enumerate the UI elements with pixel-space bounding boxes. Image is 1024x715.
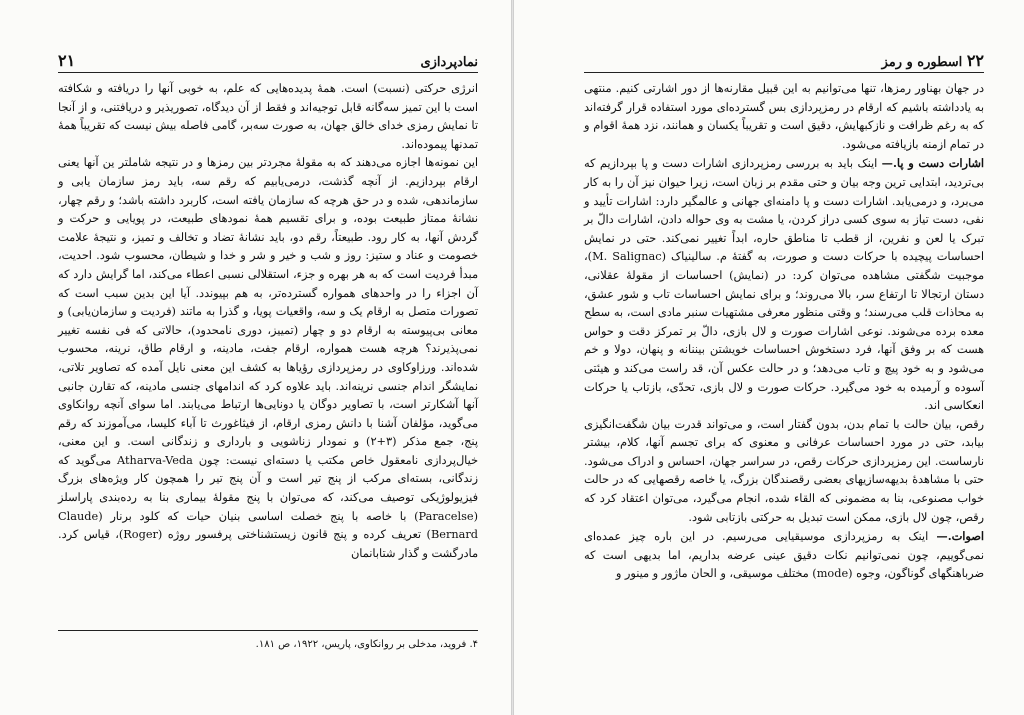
section-heading: اصوات.— [936,529,984,544]
header-rule [584,72,984,73]
footnote-rule [58,630,478,631]
paragraph [584,416,984,528]
page-number: ۲۱ [58,51,76,70]
page-number-and-head [882,51,984,70]
right-page-header [584,44,984,70]
paragraph-text: در جهان بهناور رمزها، تنها می‌توانیم به این قبیل مقارنه‌ها از دور اشارتی کنیم. منتهی به یادداشته باشیم که ارقام در رمزپردازی بس گسترده‌ای مورد استفاده قرار گرفته‌اند که به رغم ظرافت و نازکبهایش، دقیق است و تقریباً یکسان و همانند، نزد همهٔ اقوام و در تمام ازمنه بازیافته می‌شود. [584,82,984,151]
paragraph-text: رقص، بیان حالت با تمام بدن، بدون گفتار است، و می‌تواند قدرت بیان شگفت‌انگیزی بیابد، حتی در مورد احساسات عرفانی و معنوی که برای تجسم آنها، کلام، بیشتر نارساست. این رمزپردازی حرکات رقص، در سراسر جهان، احساس و ادراک می‌شود. حتی با مشاهدهٔ بدیهه‌سازیهای بعضی رقصندگان بزرگ، یا خاصه رقصهایی که در حالت خواب مصنوعی، بنا به مضمونی که القاء شده، انجام می‌گیرد، می‌توان اعتقاد کرد که رقص، چون لال بازی، ممکن است تبدیل به حرکتی بازتابی شود. [584,417,984,524]
paragraph-text: اینک باید به بررسی رمزپردازی اشارات دست و پا بپردازیم که بی‌تردید، ابتدایی ترین وجه بیان و حتی مقدم بر زبان است، زیرا حیوان نیز آن را به کار می‌برد، و درمی‌یابد. اشارات دست و پا دامنه‌ای جهانی و عالمگیر دارد: اشارات تأیید و نفی، دست تیاز به سوی کسی دراز کردن، یا مشت به وی حواله دادن، اشارات دالّ بر تبرک یا لعن و نفرین، از قطب تا مناطق حاره، ابداً تغییر نمی‌کند. حتی در نمایش احساسات پیچیده با حرکات دست و صورت، به گفتهٔ م. سالینیاک (M. Salignac)، موجبیت شگفتی مشاهده می‌توان کرد: در (نمایش) احساسات از مقولهٔ عقلانی، دستان ارتجالا تا ارتفاع سر، بالا می‌روند؛ و برای نمایش احساسات تاب و شور عشق، به محاذات قلب می‌رسند؛ و وقتی منظور معرفی مشتهیات سنبر مادی است، به سطح معده برده می‌شوند. نوعی اشارات صورت و لال بازی، دالّ بر تمرکز دقت و حواس هست که بر وفق آنها، فرد دستخوش احساسات خویشتن بیننانه و پنهان، دولا و خم می‌شود و به خود پیچ و تاب می‌دهد؛ و در حالت عکس آن، قد راست می‌کند و هیئتی آسوده و آرمیده به خود می‌گیرد. حرکات صورت و لال بازی، تحدّی، بازتاب یا حرکات انعکاسی اند. [584,157,984,413]
paragraph-text: اینک به رمزپردازی موسیقیایی می‌رسیم. در این باره چیز عمده‌ای نمی‌گوییم، چون نمی‌توانیم نکات دقیق عینی عرضه بداریم، اما بدیهی است که ضرباهنگهای گوناگون، وجوه (mode) مختلف موسیقی، و الحان ماژور و مینور و [584,530,984,581]
paragraph: این نمونه‌ها اجازه می‌دهند که به مقولهٔ مجردتر بین رمزها و در نتیجه شاملتر ین آنها یعنی ارقام بپردازیم. از آنچه گذشت، درمی‌یابیم که رقم سه، باید رمز سازمان یابی و سازماندهی، شده و در حق هرچه که سازمان یافته است، کاربرد داشته باشد؛ و رقم چهار، نشانهٔ ممتاز طبیعت بوده، و برای تقسیم همهٔ نمودهای طبیعت، در پویایی و حرکت و گردش آنها، به کار رود. طبیعتاً، رقم دو، باید نشانهٔ تضاد و تخالف و تمیز، و نتیجهٔ علامت خصومت و عناد و ستیز: روز و شب و خیر و شر و خدا و شیطان، محسوب شود. احدیت، مبدأ فردیت است که به هر بهره و جزء، استقلالی نسبی اعطاء می‌کند، اما گرایش دارد که آن اجزاء را در واحدهای همواره گسترده‌تر، به هم بپیوندد. آیا این بدین سبب است که تصورات متصل به ارقام یک و سه، واقعیات پویا، و گذرا به ماتند (فردیت و سازمان‌یابی) و معانی بی‌پیوسته به ارقام دو و چهار (تمییز، دوری نامحدود)، حالاتی که فی نفسه تغییر نمی‌پذیرند؟ هرچه هست همواره، ارقام جفت، مادینه، و ارقام طاق، نرینه، محسوب شده‌اند. ورزاوکاوی در رمزپردازی رؤیاها به کشف این معنی نایل آمده که تصاویر تلاتی، نمایشگر اندام جنسی نرینه‌اند. باید علاوه کرد که اندامهای جنسی مادینه، که تقارن جانبی آنها آشکارتر است، با تصاویر دوگان یا دونایی‌ها ارتباط می‌یابند. اما سوای آنچه روانکاوی می‌گوید، مؤلفان آشنا با دانش رمزی ارقام، از فیثاغورث تا آباء کلیسا، می‌آموزند که رقم پنج، جمع مذکر (۳+۲) و نمودار زناشویی و بارداری و زندگانی است. و این معنی، خیال‌پردازی نامعقول خاص مکتب یا دسته‌ای نیست: چون Atharva-Veda می‌گوید که زندگانی، بسته‌ای مرکب از پنج تیر است و آن پنج تیر را همچون کار ویژه‌های بزرگ فیزیولوژیکی توصیف می‌کند، که می‌توان با پنج مقولهٔ بیماری بنا به رده‌بندی پاراسلز (Paracelse) با خاصه با پنج خصلت اساسی بنیان حیات که کلود برنار (Claude Bernard) تعریف کرده و پنج قانون زیستشناختی پرفسور روژه (Roger)، قیاس کرد. مادرگشت و گذار شتابانمان [58,156,479,560]
left-page-header [58,44,478,70]
header-rule [58,72,478,73]
left-page-body [58,80,478,563]
paragraph [584,527,984,584]
paragraph [584,154,984,415]
page-number: ۲۲ [966,51,984,70]
running-head: نمادپردازی [420,55,478,70]
running-head: اسطوره و رمز [881,55,963,70]
footnote: ۴. فروید، مدخلی بر روانکاوی، پاریس، ۱۹۲۲، ص ۱۸۱. [255,639,478,650]
paragraph [584,80,984,154]
section-heading: اشارات دست و پا.— [881,156,984,171]
paragraph: انرژی حرکتی (نسبت) است. همهٔ پدیده‌هایی که علم، به خوبی آنها را دریافته و شکافته است با این تمیز سه‌گانه قابل توجیه‌اند و فقط از آن دیدگاه، تصوریذیر و دریافتنی، و از آنجا تا نمایش رمزی خدای خالق جهان، به صورت سه‌بر، گامی فاصله بیش نیست که تقریباً همهٔ تمدنها پیموده‌اند. [58,82,478,151]
right-page [513,0,1024,715]
right-page-body [584,80,984,584]
